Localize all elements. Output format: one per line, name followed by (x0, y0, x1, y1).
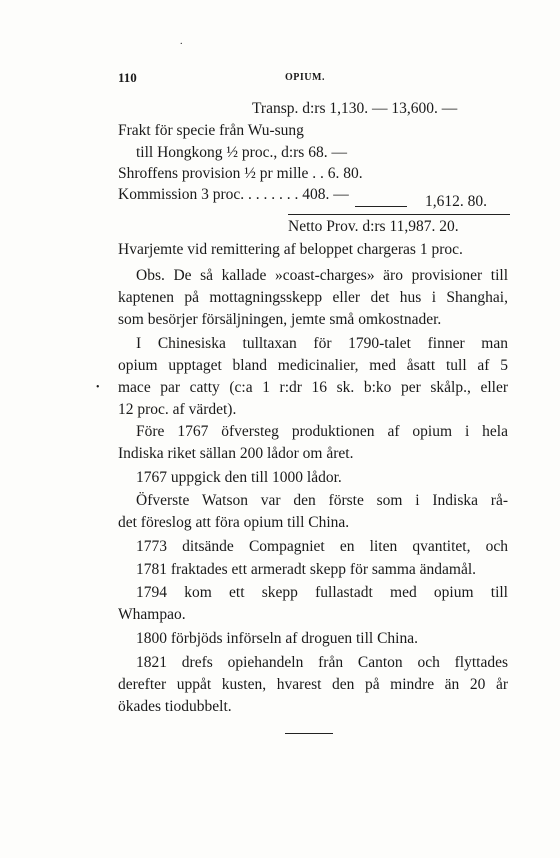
paragraph-1821-line: derefter uppåt kusten, hvarest den på mindre än 20 år (118, 676, 508, 693)
account-line-frakt-2: till Hongkong ½ proc., d:rs 68. — (136, 144, 347, 161)
paragraph-watson-line: det föreslog att föra opium till China. (118, 514, 350, 531)
paragraph-chinesiska-line: opium upptaget bland medicinalier, med åsatt tull af 5 (118, 357, 508, 374)
paragraph-fore-1767-line: Före 1767 öfversteg produktionen af opium i hela (136, 423, 508, 440)
paragraph-chinesiska-line: 12 proc. af värdet). (118, 401, 237, 418)
paragraph-chinesiska-line: mace par catty (c:a 1 r:dr 16 sk. b:ko per skålp., eller (118, 379, 508, 396)
account-line-frakt-1: Frakt för specie från Wu-sung (118, 122, 304, 139)
account-line-subtotal: 1,612. 80. (425, 193, 487, 210)
netto-rule (288, 214, 510, 215)
running-title: OPIUM. (285, 72, 325, 83)
paragraph-1781-line: 1781 fraktades ett armeradt skepp för samma ändamål. (136, 561, 477, 578)
account-line-netto: Netto Prov. d:rs 11,987. 20. (288, 218, 459, 235)
account-line-shroffens: Shroffens provision ½ pr mille . . 6. 80. (118, 165, 363, 182)
paragraph-1794-line: 1794 kom ett skepp fullastadt med opium till (136, 584, 508, 601)
stray-mark-margin: • (96, 382, 100, 393)
account-line-transp: Transp. d:rs 1,130. — 13,600. — (252, 100, 458, 117)
paragraph-fore-1767-line: Indiska riket sällan 200 lådor om året. (118, 445, 354, 462)
paragraph-1800: 1800 förbjöds införseln af droguen till China. (136, 630, 418, 647)
paragraph-1821-line: ökades tiodubbelt. (118, 698, 232, 715)
paragraph-obs-line: Obs. De så kallade »coast-charges» äro provisioner till (136, 267, 508, 284)
paragraph-1794-line: Whampao. (118, 606, 186, 623)
page-number: 110 (118, 70, 137, 85)
paragraph-chinesiska-line: I Chinesiska tulltaxan för 1790-talet finner man (136, 335, 508, 352)
paragraph-obs-line: kaptenen på mottagningsskepp eller det hus i Shanghai, (118, 289, 508, 306)
paragraph-1821-line: 1821 drefs opiehandeln från Canton och flyttades (136, 654, 508, 671)
paragraph-1767: 1767 uppgick den till 1000 lådor. (136, 469, 342, 486)
section-end-rule (285, 733, 333, 734)
stray-mark-top: . (180, 36, 183, 47)
account-line-kommission: Kommission 3 proc. . . . . . . . 408. — (118, 186, 349, 203)
paragraph-watson-line: Öfverste Watson var den förste som i Indiska rå- (136, 492, 508, 509)
paragraph-1773-line: 1773 ditsände Compagniet en liten qvantitet, och (136, 538, 508, 555)
kommission-underline (355, 206, 407, 207)
paragraph-hvarjemte: Hvarjemte vid remittering af beloppet chargeras 1 proc. (118, 241, 463, 258)
paragraph-obs-line: som besörjer försäljningen, jemte små omkostnader. (118, 311, 442, 328)
